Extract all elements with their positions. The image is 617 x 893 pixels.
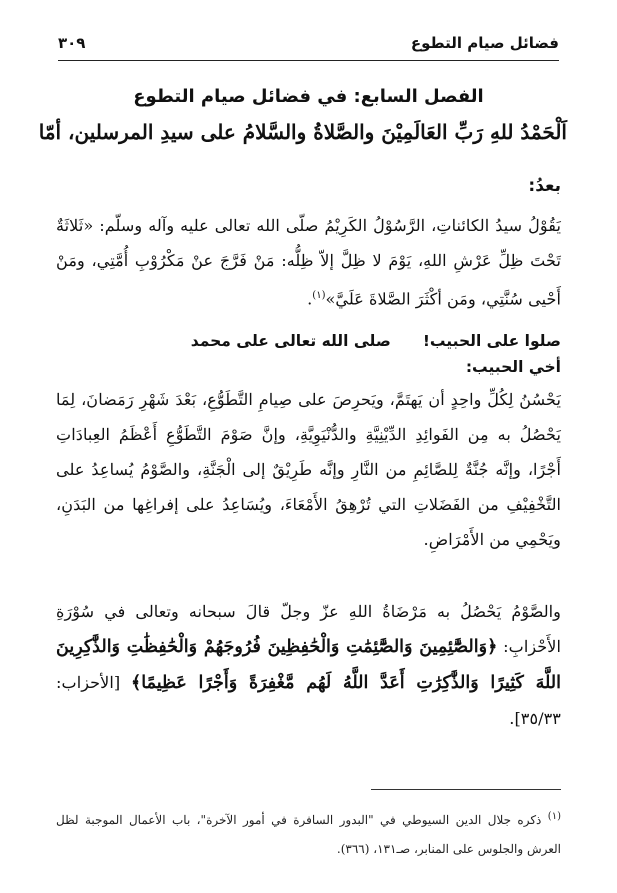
hadith-end: . [307, 289, 313, 309]
salutation-right: صلى الله تعالى على محمد [190, 332, 391, 350]
footnote [56, 802, 561, 864]
running-header [58, 30, 559, 56]
footnote-separator [371, 789, 561, 790]
amma-badu-label: بعدُ: [528, 176, 561, 196]
salutation-block [56, 328, 561, 380]
salutation-left: صلوا على الحبيب! [422, 332, 561, 350]
footnote-marker: (١) [547, 811, 561, 822]
header-rule [58, 60, 559, 61]
chapter-title: الفصل السابع: في فضائل صيام التطوع [133, 86, 484, 107]
quran-intro: والصَّوْمُ يَحْصُلُ به مَرْضَاةُ اللهِ عزّ وجلّ قالَ سبحانه وتعالى في سُوْرَةِ الأَحْزابِ: [56, 602, 561, 656]
voluntary-fasting-paragraph: يَحْسُنُ لِكُلِّ واحِدٍ أن يَهتَمَّ، ويَحرِصَ على صِيامِ التَّطَوُّعِ، بَعْدَ شَهْرِ رَمَضانَ، لِمَا يَحْصُلُ به مِن الفَوائِدِ الدِّيْنِيَّةِ والدُّنْيَوِيَّةِ، وإنَّ صَوْمَ التَّطَوُّعِ أَعْظَمُ العِبادَاتِ أَجْرًا، وإنَّه جُنَّةٌ لِلصَّائِمِ من النَّارِ وإنَّه طَرِيْقٌ إلى الْجَنَّةِ، والصَّوْمُ يُساعِدُ على التَّخْفِيْفِ من الفَضَلاتِ التي تُرْهِقُ الأَمْعَاءَ، ويُسَاعِدُ على إفراغِها من البَدَنِ، ويَحْمِي من الأَمْرَاضِ. [56, 390, 561, 549]
quran-verse: ﴿وَالصَّٰٓئِمِينَ وَالصَّٰٓئِمَٰتِ وَالْحَٰفِظِينَ فُرُوجَهُمْ وَالْحَٰفِظَٰتِ وَالذَّٰكِرِينَ اللَّهَ كَثِيرًا وَالذَّٰكِرَٰتِ أَعَدَّ اللَّهُ لَهُم مَّغْفِرَةً وَأَجْرًا عَظِيمًا﴾ [56, 637, 561, 693]
header-title: فضائل صيام التطوع [410, 34, 559, 52]
page-number: ٣٠٩ [58, 34, 86, 52]
quran-reference: [الأحزاب: ٣٥/٣٣]. [56, 673, 561, 728]
footnote-marker-ref: (١) [312, 290, 326, 301]
hadith-paragraph [56, 208, 561, 316]
hadith-text: يَقُوْلُ سيدُ الكائناتِ، الرَّسُوْلُ الكَرِيْمُ صلّى الله تعالى عليه وآله وسلّم: «ثَلاثَةٌ تَحْتَ ظِلِّ عَرْشِ اللهِ، يَوْمَ لا ظِلَّ إلاّ ظِلُّه: مَنْ فَرَّجَ عنْ مَكْرُوْبِ أُمَّتِي، ومَنْ أَحْيى سُنَّتِي، ومَن أكْثَرَ الصَّلاةَ عَلَيَّ» [56, 216, 561, 309]
quran-paragraph [56, 594, 561, 736]
dear-brother-line: أخي الحبيب: [465, 358, 561, 376]
footnote-text: ذكره جلال الدين السيوطي في "البدور السافرة في أمور الآخرة"، باب الأعمال الموجبة لظل العرش والجلوس على المنابر، صـ١٣١، (٣٦٦). [56, 813, 561, 856]
opening-praise: اَلْحَمْدُ للهِ رَبِّ العَالَمِيْنَ والصَّلاةُ والسَّلامُ على سيدِ المرسلين، أمّا [38, 120, 567, 144]
